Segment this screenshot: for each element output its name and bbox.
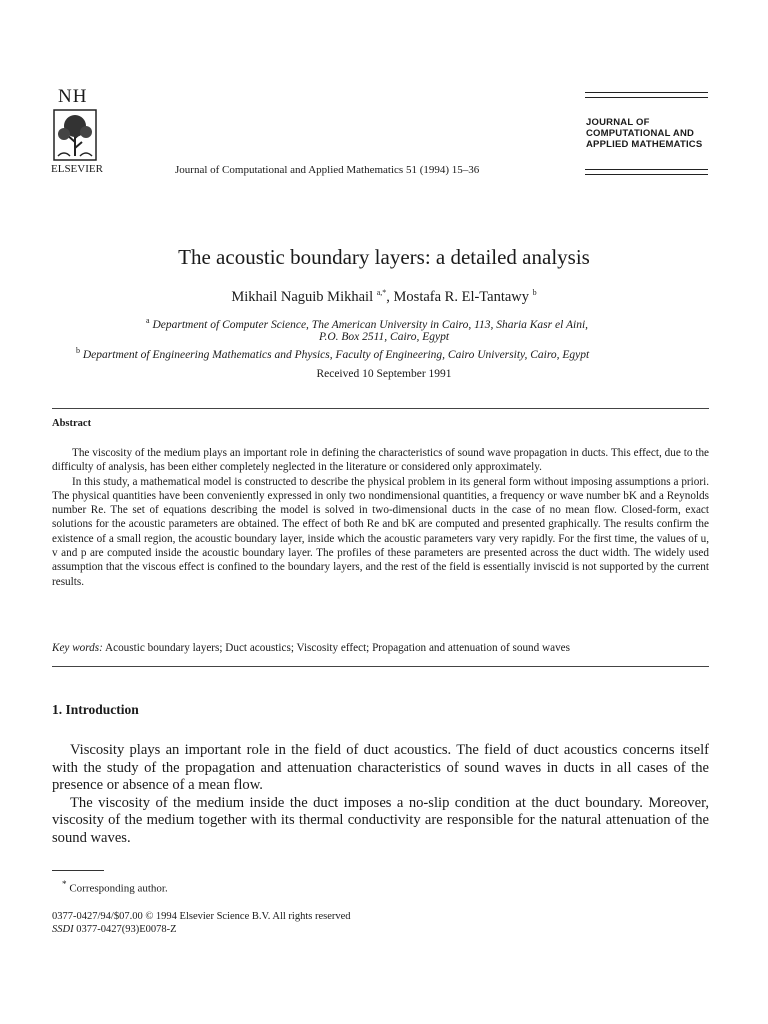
footnote: [62, 879, 168, 895]
affiliation-text: Department of Computer Science, The American University in Cairo, 113, Sharia Kasr el Aini,: [152, 318, 589, 331]
journal-name: [586, 117, 702, 150]
affiliation-mark: a: [146, 316, 150, 325]
journal-name-line: COMPUTATIONAL AND: [586, 128, 695, 139]
keywords: [52, 642, 709, 654]
elsevier-tree-logo-icon: [52, 108, 98, 162]
received-date: Received 10 September 1991: [316, 368, 452, 380]
keywords-label: Key words:: [52, 642, 103, 654]
section-heading: 1. Introduction: [52, 702, 139, 717]
paper-title: The acoustic boundary layers: a detailed analysis: [178, 245, 590, 269]
journal-rule-bottom-1: [585, 169, 708, 170]
author-marks: b: [532, 288, 537, 297]
copyright-line: 0377-0427/94/$07.00 © 1994 Elsevier Science B.V. All rights reserved: [52, 911, 351, 922]
journal-rule-top-2: [585, 97, 708, 98]
author-separator: ,: [386, 288, 394, 305]
affiliation-a: [146, 316, 588, 331]
footnote-mark: *: [62, 879, 67, 889]
abstract-top-rule: [52, 408, 709, 409]
journal-name-line: JOURNAL OF: [586, 117, 650, 128]
author-name: Mikhail Naguib Mikhail: [231, 288, 374, 305]
abstract-paragraph: The viscosity of the medium plays an important role in defining the characteristics of sound wave propagation in ducts. This effect, due to the difficulty of analysis, has been either completely neglected in the literature or considered only approximately.: [52, 447, 709, 474]
author-marks: a,*: [376, 288, 387, 297]
keywords-text: Acoustic boundary layers; Duct acoustics; Viscosity effect; Propagation and attenuation of sound waves: [105, 642, 570, 654]
body-paragraph: The viscosity of the medium inside the duct imposes a no-slip condition at the duct boundary. Moreover, viscosity of the medium together with its thermal conductivity are responsible for the natural attenuation of the sound waves.: [52, 794, 709, 846]
ssdi-value: 0377-0427(93)E0078-Z: [76, 923, 177, 935]
copyright-block: [52, 911, 351, 936]
footnote-text: Corresponding author.: [69, 882, 168, 895]
abstract-heading: Abstract: [52, 418, 92, 429]
ssdi-label: SSDI: [52, 923, 74, 935]
body-paragraph: Viscosity plays an important role in the field of duct acoustics. The field of duct acoustics concerns itself with the study of the propagation and attenuation characteristics of sound waves in ducts in all cases of the presence or absence of a mean flow.: [52, 742, 709, 793]
ssdi-line: [52, 924, 351, 937]
footnote-rule: [52, 870, 104, 871]
abstract-body: [52, 446, 709, 589]
affiliation-b: [76, 346, 589, 361]
journal-rule-top-1: [585, 92, 708, 93]
author-name: Mostafa R. El-Tantawy: [393, 288, 530, 305]
publisher-logo-text: NH: [58, 86, 88, 107]
affiliation-mark: b: [76, 346, 80, 355]
author-list: [0, 288, 768, 306]
publisher-name: ELSEVIER: [51, 163, 103, 175]
affiliation-text: Department of Engineering Mathematics and Physics, Faculty of Engineering, Cairo University, Cairo, Egypt: [82, 348, 590, 361]
abstract-bottom-rule: [52, 666, 709, 667]
abstract-paragraph: In this study, a mathematical model is constructed to describe the physical problem in its general form without imposing assumptions a priori. The physical quantities have been conveniently expressed in only two nondimensional quantities, a frequency or wave number bK and a Reynolds number Re. The set of equations describing the model is solved in two-dimensional ducts in the case of no mean flow. Closed-form, exact solutions for the acoustic parameters are obtained. The effect of both Re and bK are computed and presented graphically. The results confirm the existence of a small region, the acoustic boundary layer, inside which the acoustic parameters vary very rapidly. For the first time, the values of u, v and p are computed inside the acoustic boundary layer. The profiles of these parameters are presented across the duct width. The widely used assumption that the viscous effect is confined to the boundary layers, and the rest of the field is essentially inviscid is not supported by the current results.: [52, 475, 709, 588]
introduction-body: [52, 742, 709, 847]
journal-name-line: APPLIED MATHEMATICS: [586, 139, 703, 150]
journal-citation: Journal of Computational and Applied Mathematics 51 (1994) 15–36: [175, 164, 480, 176]
affiliation-a-line2: P.O. Box 2511, Cairo, Egypt: [318, 331, 450, 343]
journal-rule-bottom-2: [585, 174, 708, 175]
